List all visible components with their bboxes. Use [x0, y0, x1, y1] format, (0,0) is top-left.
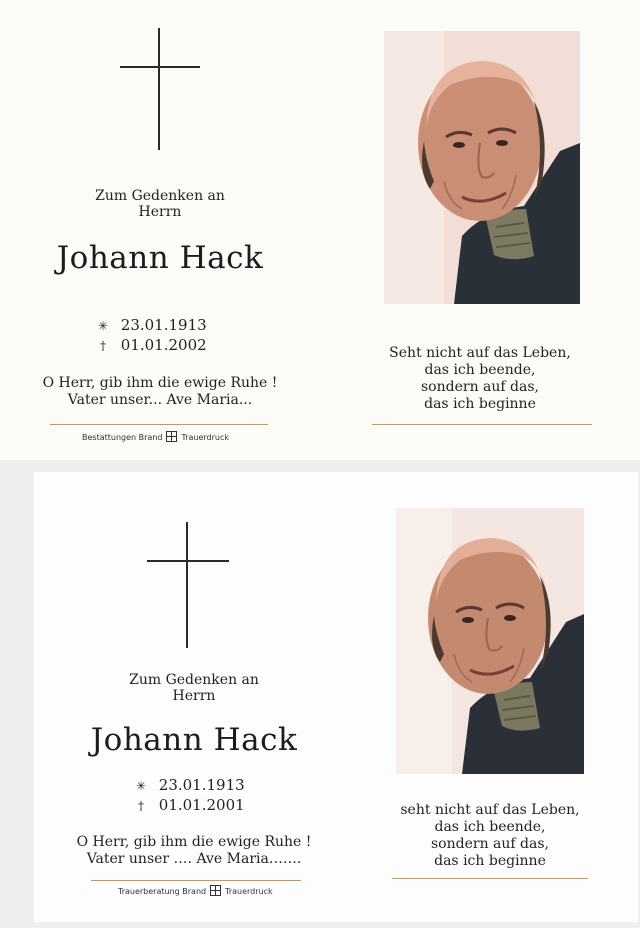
printer-imprint — [118, 885, 273, 896]
verse-line: sondern auf das, — [431, 836, 549, 852]
death-dagger-icon: † — [138, 799, 144, 813]
death-row — [128, 796, 245, 816]
cross-icon — [147, 522, 229, 648]
birth-star-icon: ✳ — [97, 319, 109, 333]
prayer — [20, 375, 300, 409]
memorial-line: Zum Gedenken an — [95, 188, 225, 204]
deceased-name: Johann Hack — [90, 722, 298, 758]
verse-line: das ich beginne — [424, 396, 536, 412]
death-date: 01.01.2001 — [158, 796, 245, 814]
verse-line: Seht nicht auf das Leben, — [389, 345, 571, 361]
printer-logo-icon — [166, 431, 177, 442]
prayer-line: Vater unser... Ave Maria... — [67, 392, 253, 408]
deceased-name: Johann Hack — [56, 240, 264, 276]
verse-line: das ich beende, — [434, 819, 546, 835]
prayer-line: Vater unser …. Ave Maria……. — [86, 851, 302, 867]
printer-name: Trauerberatung Brand — [118, 887, 207, 896]
prayer-line: O Herr, gib ihm die ewige Ruhe ! — [42, 375, 278, 391]
cross-icon — [120, 28, 200, 150]
prayer — [54, 834, 334, 868]
divider — [392, 878, 588, 879]
printer-imprint — [82, 431, 229, 442]
printer-type: Trauerdruck — [181, 433, 229, 442]
birth-row — [90, 316, 207, 336]
death-date: 01.01.2002 — [120, 336, 207, 354]
birth-date: 23.01.1913 — [120, 316, 207, 334]
memorial-card-1 — [0, 0, 640, 460]
portrait-photo — [384, 31, 580, 304]
birth-row — [128, 776, 245, 796]
verse-line: das ich beende, — [424, 362, 536, 378]
memorial-heading — [94, 672, 294, 704]
memorial-recipient: Herrn — [172, 688, 216, 704]
portrait-photo — [396, 508, 584, 774]
printer-logo-icon — [210, 885, 221, 896]
verse — [380, 345, 580, 413]
life-dates — [90, 316, 207, 356]
memorial-card-2 — [34, 472, 638, 922]
memorial-line: Zum Gedenken an — [129, 672, 259, 688]
divider — [372, 424, 592, 425]
printer-type: Trauerdruck — [225, 887, 273, 896]
verse-line: seht nicht auf das Leben, — [400, 802, 580, 818]
verse-line: das ich beginne — [434, 853, 546, 869]
life-dates — [128, 776, 245, 816]
memorial-recipient: Herrn — [138, 204, 182, 220]
birth-star-icon: ✳ — [135, 779, 147, 793]
prayer-line: O Herr, gib ihm die ewige Ruhe ! — [76, 834, 312, 850]
printer-name: Bestattungen Brand — [82, 433, 163, 442]
death-row — [90, 336, 207, 356]
verse-line: sondern auf das, — [421, 379, 539, 395]
memorial-heading — [60, 188, 260, 220]
divider — [50, 424, 268, 425]
birth-date: 23.01.1913 — [158, 776, 245, 794]
verse — [390, 802, 590, 870]
death-dagger-icon: † — [100, 339, 106, 353]
divider — [91, 880, 301, 881]
